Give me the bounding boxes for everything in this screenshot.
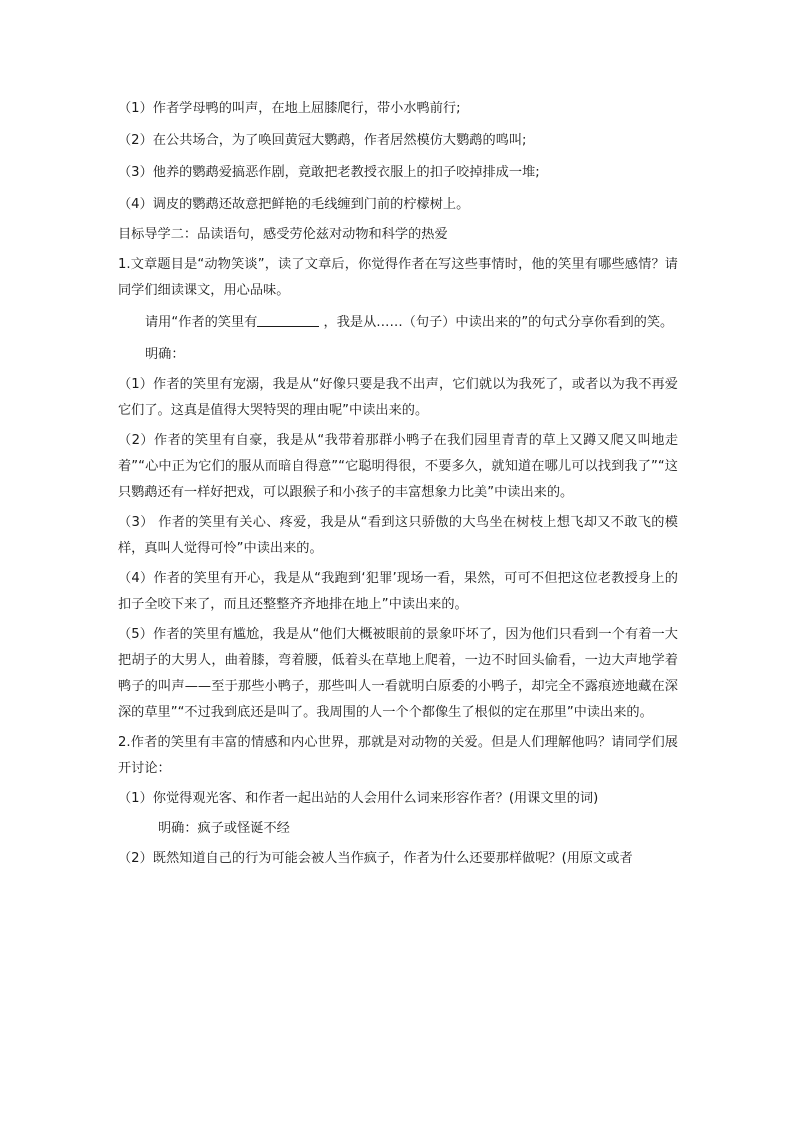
prompt-after: ，我是从……（句子）中读出来的”的句式分享你看到的笑。	[319, 315, 674, 330]
answer-4: （4）作者的笑里有开心，我是从“我跑到‘犯罪’现场一看，果然，可可不但把这位老教授身上的扣子全咬下来了，而且还整整齐齐地排在地上”中读出来的。	[118, 571, 678, 612]
prompt-before: 请用“作者的笑里有	[145, 315, 258, 330]
sentence-prompt	[118, 310, 678, 336]
document-body	[118, 96, 678, 872]
answer-5: （5）作者的笑里有尴尬，我是从“他们大概被眼前的景象吓坏了，因为他们只看到一个有着一大把胡子的大男人，曲着膝，弯着腰，低着头在草地上爬着，一边不时回头偷看，一边大声地学着鸭子的叫声——至于那些小鸭子，那些叫人一看就明白原委的小鸭子，却完全不露痕迹地藏在深深的草里”“不过我到底还是叫了。我周围的人一个个都像生了根似的定在那里”中读出来的。	[118, 627, 678, 720]
intro-item-1: （1）作者学母鸭的叫声，在地上屈膝爬行，带小水鸭前行;	[118, 101, 461, 116]
question-2-item-2: （2）既然知道自己的行为可能会被人当作疯子，作者为什么还要那样做呢？(用原文或者	[118, 851, 633, 866]
answer-1: （1）作者的笑里有宠溺，我是从“好像只要是我不出声，它们就以为我死了，或者以为我不再爱它们了。这真是值得大哭特哭的理由呢”中读出来的。	[118, 377, 678, 418]
question-2: 2.作者的笑里有丰富的情感和内心世界，那就是对动物的关爱。但是人们理解他吗？请同学们展开讨论：	[118, 735, 678, 776]
goal-heading: 目标导学二：品读语句，感受劳伦兹对动物和科学的热爱	[118, 227, 448, 242]
answer-3: （3） 作者的笑里有关心、疼爱，我是从“看到这只骄傲的大鸟坐在树枝上想飞却又不敢飞的模样，真叫人觉得可怜”中读出来的。	[118, 515, 678, 556]
question-1: 1.文章题目是“动物笑谈”，读了文章后，你觉得作者在写这些事情时，他的笑里有哪些感情？请同学们细读课文，用心品味。	[118, 257, 678, 298]
intro-item-3: （3）他养的鹦鹉爱搞恶作剧，竟敢把老教授衣服上的扣子咬掉排成一堆;	[118, 165, 540, 180]
clarify-label: 明确：	[145, 347, 185, 362]
fill-blank	[257, 312, 319, 327]
question-2-clarify: 明确：疯子或怪诞不经	[158, 821, 290, 836]
intro-item-2: （2）在公共场合，为了唤回黄冠大鹦鹉，作者居然模仿大鹦鹉的鸣叫;	[118, 133, 527, 148]
answer-2: （2）作者的笑里有自豪，我是从“我带着那群小鸭子在我们园里青青的草上又蹲又爬又叫地走着”“心中正为它们的服从而暗自得意”“它聪明得很，不要多久，就知道在哪儿可以找到我了”“这只鹦鹉还有一样好把戏，可以跟猴子和小孩子的丰富想象力比美”中读出来的。	[118, 433, 678, 500]
question-2-item-1: （1）你觉得观光客、和作者一起出站的人会用什么词来形容作者？(用课文里的词)	[118, 791, 599, 806]
intro-item-4: （4）调皮的鹦鹉还故意把鲜艳的毛线缠到门前的柠檬树上。	[118, 197, 470, 212]
